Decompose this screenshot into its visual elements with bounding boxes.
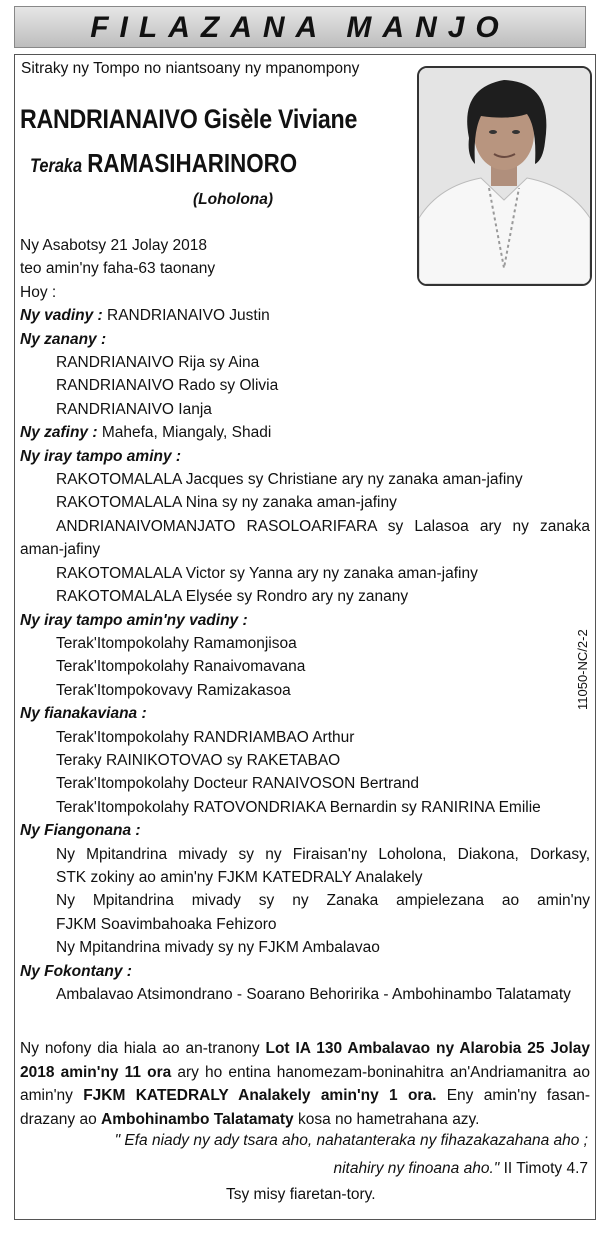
notice-title: FILAZANA MANJO bbox=[90, 11, 510, 44]
vadiny-line bbox=[20, 304, 590, 327]
funeral-line bbox=[20, 1037, 590, 1061]
funeral-text: Ny nofony dia hiala ao an-tranony bbox=[20, 1040, 266, 1057]
zanany-item: RANDRIANAIVO Rado sy Olivia bbox=[56, 377, 279, 395]
notice-header bbox=[14, 6, 586, 48]
zafiny-line bbox=[20, 421, 590, 444]
fianakaviana-item: Terak'Itompokolahy Docteur RANAIVOSON Bertrand bbox=[56, 775, 420, 793]
fokontany-label: Ny Fokontany : bbox=[20, 962, 132, 980]
funeral-text: kosa no hametrahana azy. bbox=[293, 1110, 480, 1128]
fiangonana-label: Ny Fiangonana : bbox=[20, 822, 141, 840]
fiangonana-item: Ny Mpitandrina mivady sy ny FJKM Ambalavao bbox=[56, 939, 380, 957]
funeral-text: amin'ny bbox=[20, 1087, 84, 1104]
fianakaviana-item: Teraky RAINIKOTOVAO sy RAKETABAO bbox=[56, 751, 341, 769]
tampo-item: ANDRIANAIVOMANJATO RASOLOARIFARA sy Lalasoa ary ny zanaka bbox=[56, 517, 590, 535]
fianakaviana-item: Terak'Itompokolahy RANDRIAMBAO Arthur bbox=[56, 728, 355, 746]
zanany-label: Ny zanany : bbox=[20, 330, 107, 348]
tampo-item: RAKOTOMALALA Victor sy Yanna ary ny zanaka aman-jafiny bbox=[56, 564, 478, 582]
intro-text: Sitraky ny Tompo no niantsoany ny mpanompony bbox=[21, 60, 360, 77]
funeral-bold: FJKM KATEDRALY Analakely amin'ny 1 ora. bbox=[83, 1087, 437, 1104]
zafiny-value: Mahefa, Miangaly, Shadi bbox=[97, 424, 272, 442]
quote-reference: II Timoty 4.7 bbox=[499, 1160, 588, 1177]
maiden-name-line bbox=[30, 148, 297, 179]
funeral-bold: Ambohinambo Talatamaty bbox=[101, 1110, 294, 1128]
funeral-bold: 2018 amin'ny 11 ora bbox=[20, 1063, 172, 1081]
tampo-vadiny-item: Terak'Itompokovavy Ramizakasoa bbox=[56, 681, 291, 699]
quote-line-2 bbox=[333, 1160, 588, 1178]
tampo-vadiny-item: Terak'Itompokolahy Ramamonjisoa bbox=[56, 634, 297, 652]
tampo-vadiny-item: Terak'Itompokolahy Ranaivomavana bbox=[56, 658, 306, 676]
funeral-bold: Lot IA 130 Ambalavao ny Alarobia 25 Jolay bbox=[265, 1040, 590, 1057]
zafiny-label: Ny zafiny : bbox=[20, 424, 98, 442]
deceased-title: (Loholona) bbox=[193, 191, 274, 208]
death-age: teo amin'ny faha-63 taonany bbox=[20, 260, 216, 278]
family-list bbox=[20, 234, 590, 1006]
fianakaviana-item: Terak'Itompokolahy RATOVONDRIAKA Bernardin sy RANIRINA Emilie bbox=[56, 798, 541, 816]
funeral-line bbox=[20, 1108, 590, 1132]
tampo-item-continued: aman-jafiny bbox=[20, 541, 101, 559]
funeral-text: drazany ao bbox=[20, 1110, 101, 1128]
funeral-line bbox=[20, 1061, 590, 1085]
fiangonana-item: Ny Mpitandrina mivady sy ny Firaisan'ny Loholona, Diakona, Dorkasy, bbox=[56, 845, 590, 863]
fokontany-value: Ambalavao Atsimondrano - Soarano Behoririka - Ambohinambo Talatamaty bbox=[56, 986, 571, 1003]
quote-text: nitahiry ny finoana aho." bbox=[333, 1160, 500, 1177]
vadiny-value: RANDRIANAIVO Justin bbox=[102, 307, 270, 325]
funeral-text: ary ho entina hanomezam-boninahitra an'Andriamanitra ao bbox=[171, 1063, 590, 1081]
funeral-text: Eny amin'ny fasan- bbox=[436, 1087, 590, 1104]
zanany-item: RANDRIANAIVO Ianja bbox=[56, 400, 212, 418]
tampo-vadiny-label: Ny iray tampo amin'ny vadiny : bbox=[20, 611, 248, 629]
funeral-line bbox=[20, 1084, 590, 1108]
tampo-item: RAKOTOMALALA Nina sy ny zanaka aman-jafiny bbox=[56, 494, 397, 512]
fiangonana-item: Ny Mpitandrina mivady sy ny Zanaka ampielezana ao amin'ny bbox=[56, 892, 590, 910]
quote-line-1: " Efa niady ny ady tsara aho, nahatanteraka ny fihazakazahana aho ; bbox=[114, 1132, 588, 1149]
maiden-name: RAMASIHARINORO bbox=[87, 148, 298, 178]
funeral-paragraph bbox=[20, 1037, 590, 1131]
deceased-name: RANDRIANAIVO Gisèle Viviane bbox=[20, 104, 358, 134]
zanany-item: RANDRIANAIVO Rija sy Aina bbox=[56, 354, 260, 372]
vadiny-label: Ny vadiny : bbox=[20, 307, 103, 325]
tampo-item: RAKOTOMALALA Jacques sy Christiane ary ny zanaka aman-jafiny bbox=[56, 471, 523, 489]
closing-text: Tsy misy fiaretan-tory. bbox=[226, 1186, 376, 1203]
tampo-item: RAKOTOMALALA Elysée sy Rondro ary ny zanany bbox=[56, 588, 409, 606]
fiangonana-item: FJKM Soavimbahoaka Fehizoro bbox=[56, 915, 277, 933]
fiangonana-item: STK zokiny ao amin'ny FJKM KATEDRALY Analakely bbox=[56, 868, 423, 886]
teraka-label: Teraka bbox=[30, 156, 83, 177]
death-date: Ny Asabotsy 21 Jolay 2018 bbox=[20, 237, 207, 254]
reference-code: 11050-NC/2-2 bbox=[575, 629, 590, 710]
fianakaviana-label: Ny fianakaviana : bbox=[20, 705, 147, 723]
tampo-label: Ny iray tampo aminy : bbox=[20, 447, 182, 465]
hoy-label: Hoy : bbox=[20, 283, 57, 301]
